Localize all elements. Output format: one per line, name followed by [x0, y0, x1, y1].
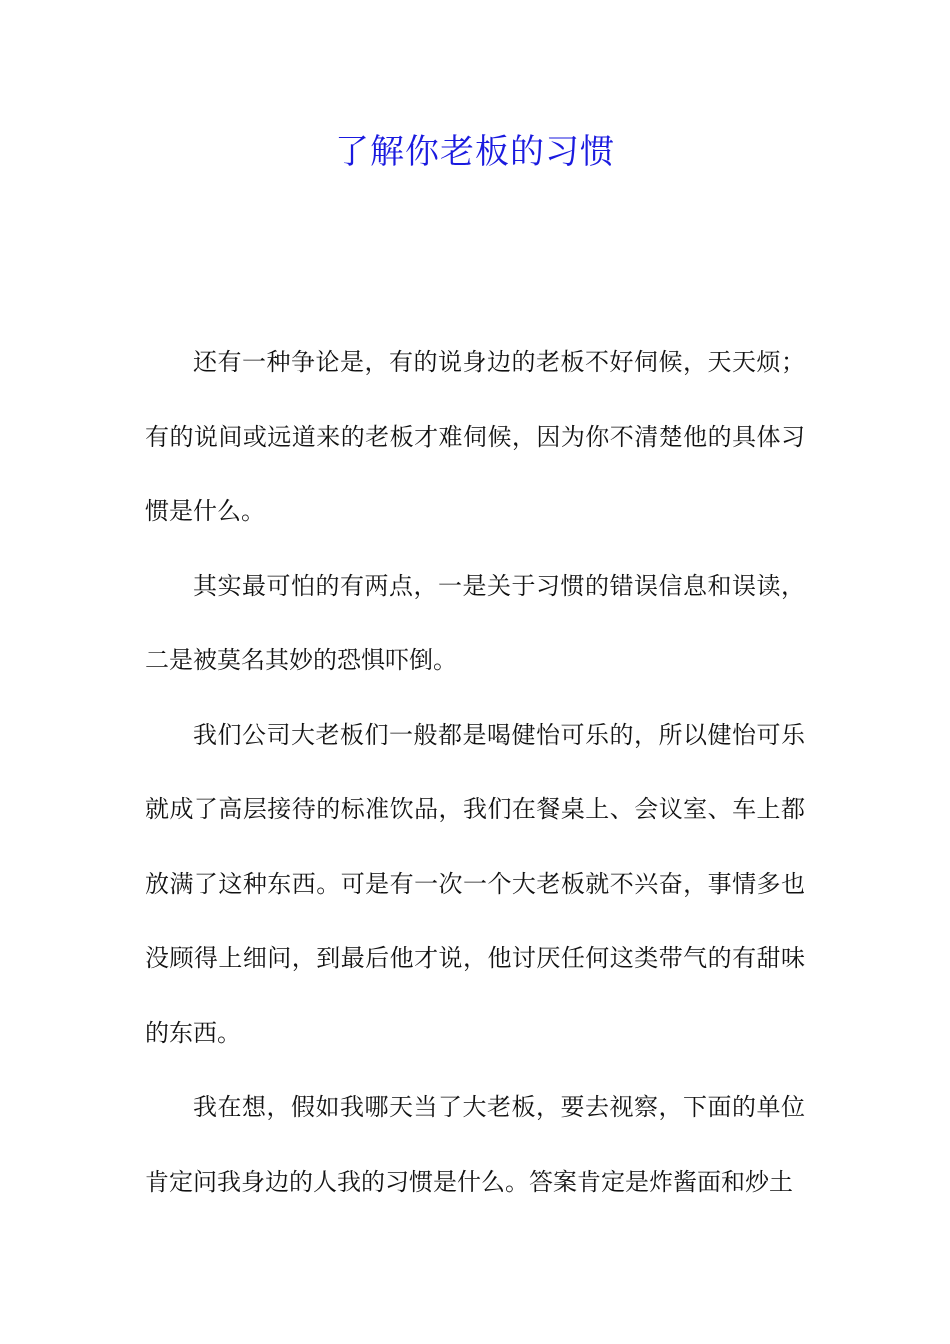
- paragraph-1: 还有一种争论是，有的说身边的老板不好伺候，天天烦；有的说间或远道来的老板才难伺候，因为你不清楚他的具体习惯是什么。: [145, 348, 805, 525]
- document-title: 了解你老板的习惯: [335, 132, 615, 172]
- paragraph-3: 我们公司大老板们一般都是喝健怡可乐的，所以健怡可乐就成了高层接待的标准饮品，我们在餐桌上、会议室、车上都放满了这种东西。可是有一次一个大老板就不兴奋，事情多也没顾得上细问，到最后他才说，他讨厌任何这类带气的有甜味的东西。: [145, 720, 805, 1047]
- paragraph-4: 我在想，假如我哪天当了大老板，要去视察，下面的单位肯定问我身边的人我的习惯是什么。答案肯定是炸酱面和炒土: [145, 1093, 805, 1196]
- document-body: [145, 325, 805, 1219]
- paragraph-2: 其实最可怕的有两点，一是关于习惯的错误信息和误读，二是被莫名其妙的恐惧吓倒。: [145, 571, 805, 674]
